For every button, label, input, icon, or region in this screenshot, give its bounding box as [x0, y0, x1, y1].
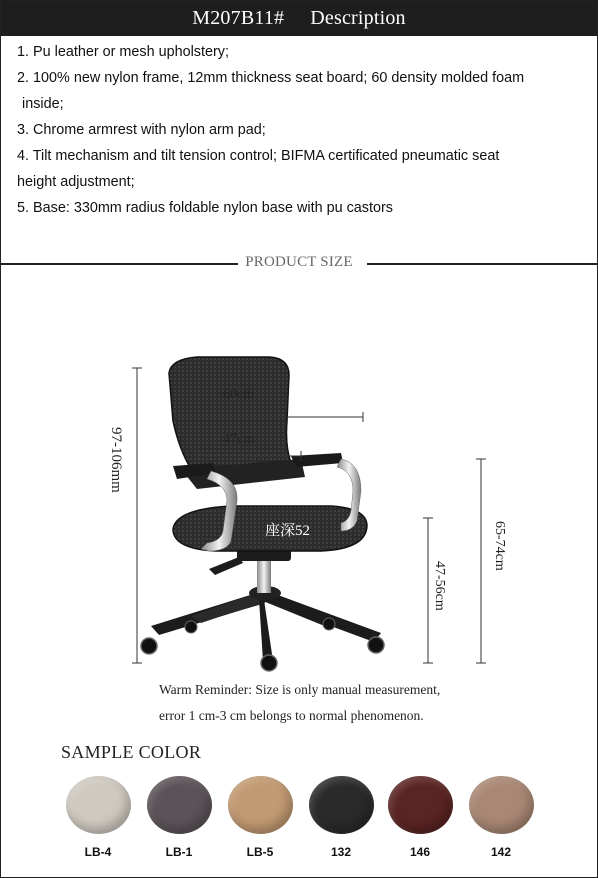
swatch-disc: [66, 776, 131, 834]
swatch-code: LB-4: [84, 845, 112, 859]
dim-arm-height: 65-74cm: [492, 521, 507, 571]
swatch-code: LB-5: [246, 845, 274, 859]
sample-color-title: SAMPLE COLOR: [61, 742, 202, 762]
description-item-4: 4. Tilt mechanism and tilt tension control; BIFMA certificated pneumatic seat: [17, 148, 500, 164]
chair-backrest: [169, 357, 291, 469]
dim-seat-height: 47-56cm: [432, 561, 447, 611]
description-item-1: 1. Pu leather or mesh upholstery;: [17, 44, 229, 60]
swatch-disc: [147, 776, 212, 834]
description-item-4-cont: height adjustment;: [17, 174, 135, 190]
swatch-142: [466, 776, 536, 859]
swatch-disc: [228, 776, 293, 834]
description-item-5: 5. Base: 330mm radius foldable nylon base with pu castors: [17, 200, 393, 216]
gas-lift: [257, 557, 271, 593]
product-size-title: PRODUCT SIZE: [1, 254, 597, 271]
model-number: M207B11#: [192, 7, 285, 29]
swatch-disc: [388, 776, 453, 834]
swatch-lb-5: [225, 776, 295, 859]
swatch-lb-4: [63, 776, 133, 859]
reminder-line-2: error 1 cm-3 cm belongs to normal phenomenon.: [159, 708, 424, 723]
swatch-146: [385, 776, 455, 859]
swatch-disc: [309, 776, 374, 834]
description-item-3: 3. Chrome armrest with nylon arm pad;: [17, 122, 266, 138]
reminder-line-1: Warm Reminder: Size is only manual measurement,: [159, 682, 441, 697]
swatch-code: LB-1: [165, 845, 193, 859]
dim-back-width: 60cm: [223, 387, 255, 402]
swatch-lb-1: [144, 776, 214, 859]
swatch-132: [306, 776, 376, 859]
swatch-disc: [469, 776, 534, 834]
chair-base: [151, 586, 381, 661]
swatch-list: [63, 776, 583, 866]
dim-seat-width: 47cm: [223, 432, 255, 447]
swatch-code: 132: [330, 845, 352, 859]
description-item-2: 2. 100% new nylon frame, 12mm thickness seat board; 60 density molded foam: [17, 70, 525, 86]
header-title: Description: [310, 7, 406, 29]
chair-illustration: [1, 1, 598, 701]
dim-total-height: 97-106mm: [108, 427, 124, 493]
swatch-code: 146: [409, 845, 431, 859]
swatch-code: 142: [490, 845, 512, 859]
dim-seat-depth: 座深52: [265, 523, 311, 539]
description-item-2-cont: inside;: [22, 96, 64, 112]
